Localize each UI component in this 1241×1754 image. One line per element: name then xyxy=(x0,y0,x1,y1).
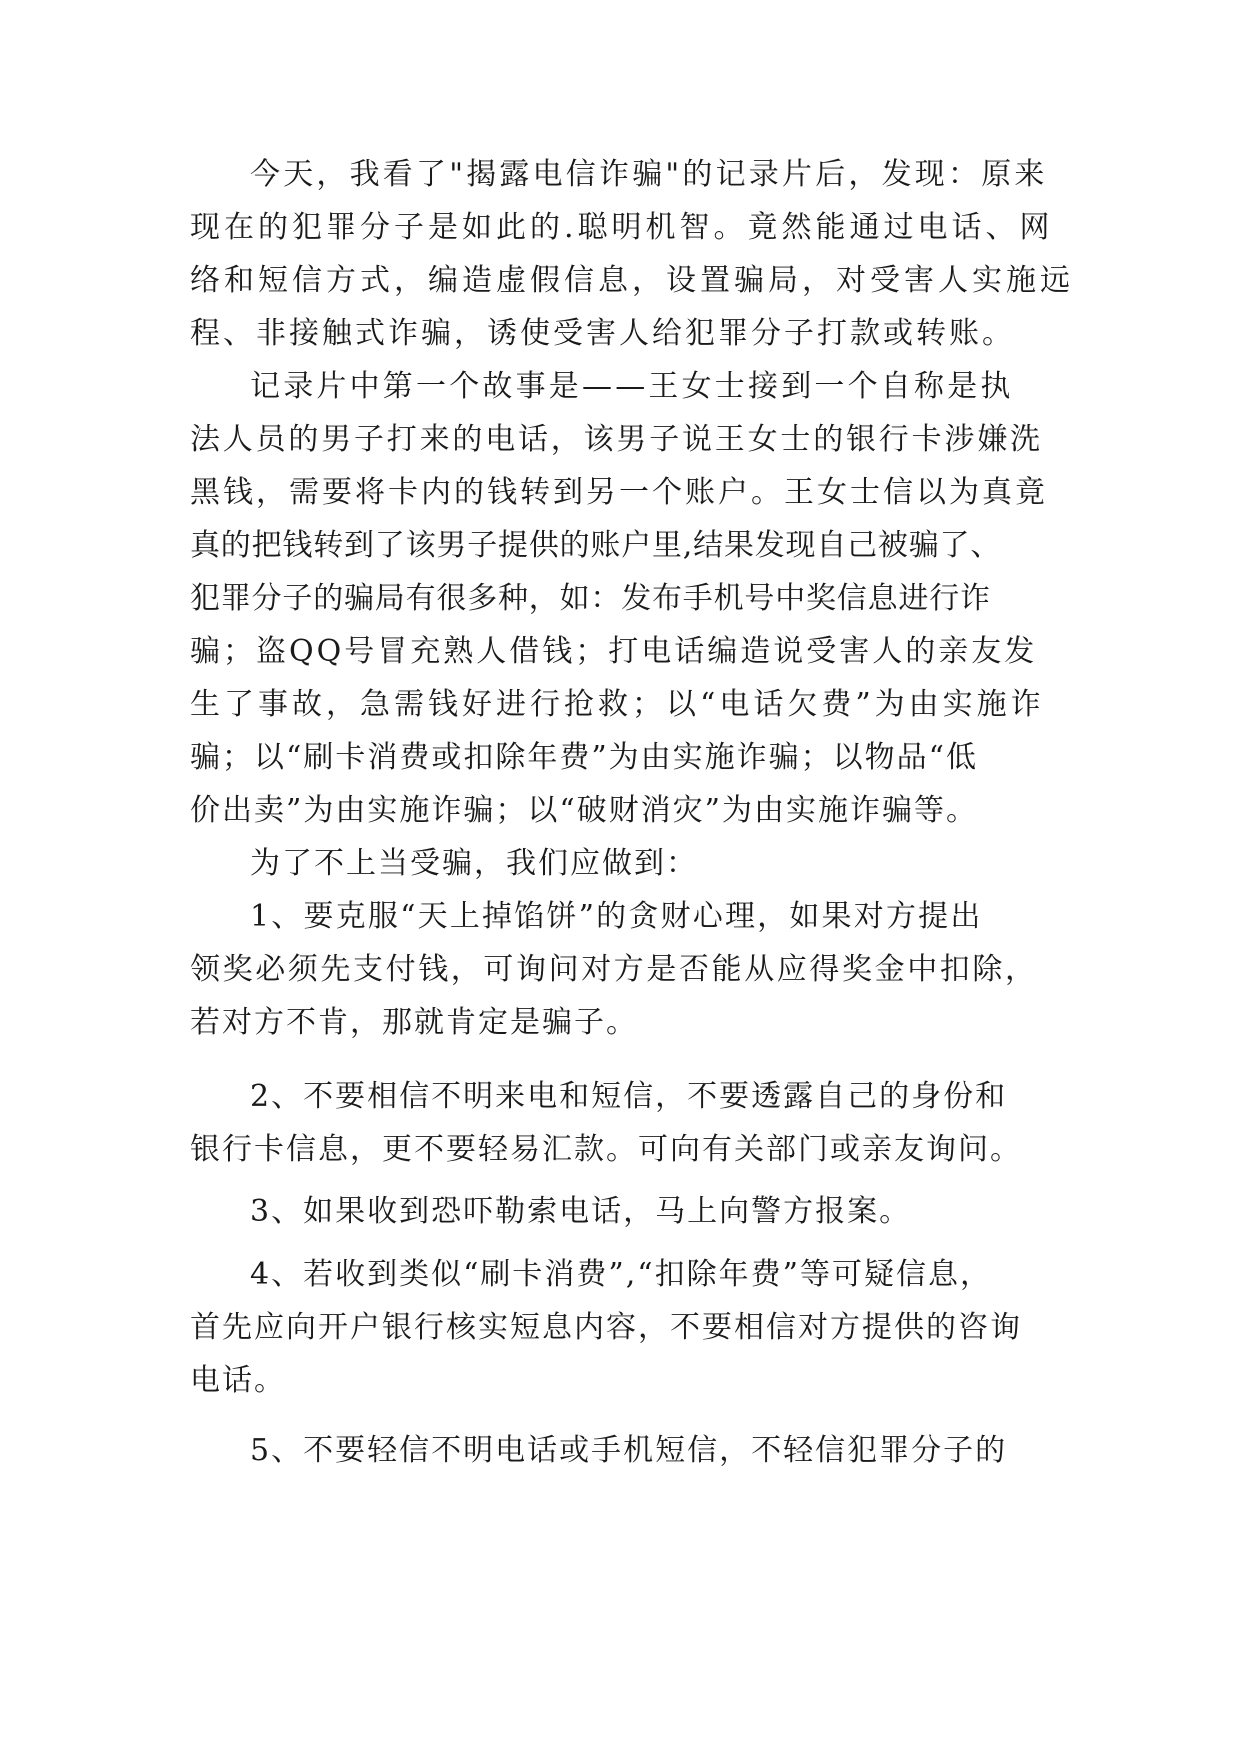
text-line: 程、非接触式诈骗，诱使受害人给犯罪分子打款或转账。 xyxy=(190,316,1015,351)
text-line: 若对方不肯，那就肯定是骗子。 xyxy=(190,1005,638,1040)
text-line: 领奖必须先支付钱，可询问对方是否能从应得奖金中扣除， xyxy=(190,952,1038,987)
text-line: 犯罪分子的骗局有很多种，如：发布手机号中奖信息进行诈 xyxy=(190,581,991,616)
text-line: 生了事故，急需钱好进行抢救；以“电话欠费”为由实施诈 xyxy=(190,687,1045,722)
text-line: 银行卡信息，更不要轻易汇款。可向有关部门或亲友询问。 xyxy=(190,1132,1022,1167)
text-line: 2、不要相信不明来电和短信，不要透露自己的身份和 xyxy=(250,1079,1008,1114)
text-line: 电话。 xyxy=(190,1363,286,1398)
text-line: 络和短信方式，编造虚假信息，设置骗局，对受害人实施远 xyxy=(190,263,1074,298)
text-line: 真的把钱转到了该男子提供的账户里,结果发现自己被骗了、 xyxy=(190,528,1002,563)
text-line: 记录片中第一个故事是——王女士接到一个自称是执 xyxy=(250,369,1014,404)
text-line: 1、要克服“天上掉馅饼”的贪财心理，如果对方提出 xyxy=(250,899,983,934)
text-line: 5、不要轻信不明电话或手机短信，不轻信犯罪分子的 xyxy=(250,1433,1008,1468)
text-line: 3、如果收到恐吓勒索电话，马上向警方报案。 xyxy=(250,1194,912,1229)
text-line: 骗；盗QQ号冒充熟人借钱；打电话编造说受害人的亲友发 xyxy=(190,634,1038,669)
text-line: 为了不上当受骗，我们应做到： xyxy=(250,846,698,881)
text-line: 现在的犯罪分子是如此的.聪明机智。竟然能通过电话、网 xyxy=(190,210,1054,245)
text-line: 黑钱，需要将卡内的钱转到另一个账户。王女士信以为真竟 xyxy=(190,475,1048,510)
text-line: 价出卖”为由实施诈骗；以“破财消灾”为由实施诈骗等。 xyxy=(190,793,979,828)
text-line: 今天，我看了"揭露电信诈骗"的记录片后，发现：原来 xyxy=(250,157,1048,192)
text-line: 骗；以“刷卡消费或扣除年费”为由实施诈骗；以物品“低 xyxy=(190,740,979,775)
text-line: 4、若收到类似“刷卡消费”,“扣除年费”等可疑信息， xyxy=(250,1257,992,1292)
text-line: 首先应向开户银行核实短息内容，不要相信对方提供的咨询 xyxy=(190,1310,1022,1345)
text-line: 法人员的男子打来的电话，该男子说王女士的银行卡涉嫌洗 xyxy=(190,422,1043,457)
